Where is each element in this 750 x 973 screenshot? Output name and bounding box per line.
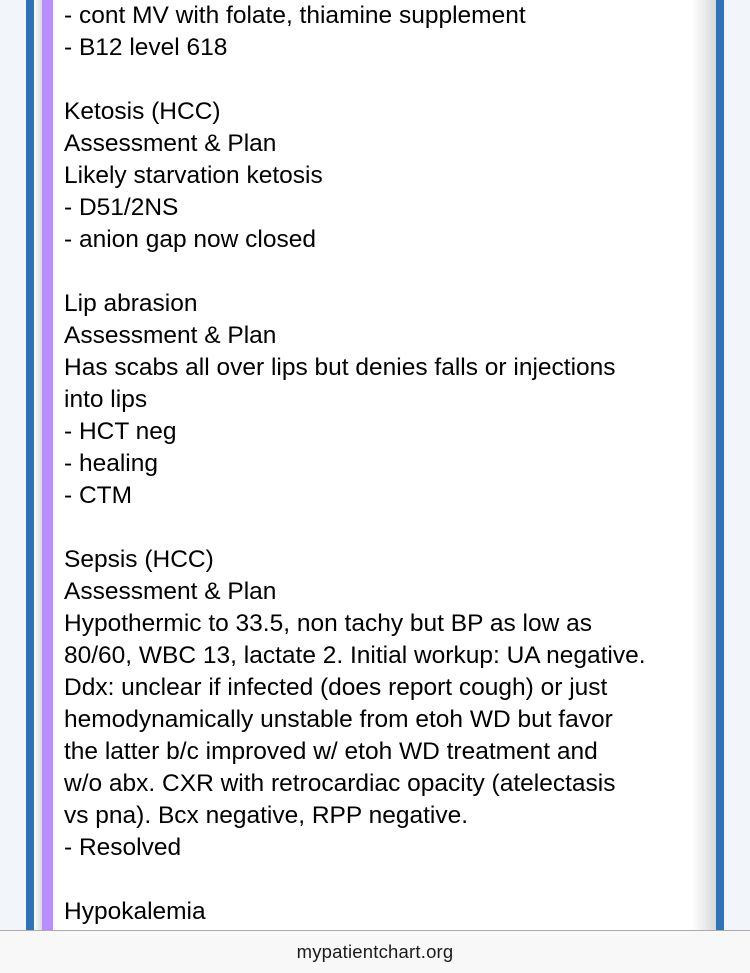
note-line: Ketosis (HCC)	[64, 98, 221, 125]
page-background-left	[0, 0, 26, 930]
note-content	[53, 0, 716, 930]
note-line: - Resolved	[64, 834, 182, 861]
right-blue-border	[716, 0, 724, 930]
note-line: into lips	[64, 386, 148, 413]
note-line: - B12 level 618	[64, 34, 228, 61]
note-line: Assessment & Plan	[64, 130, 277, 157]
note-line: - anion gap now closed	[64, 226, 316, 253]
safari-url-bar[interactable]	[0, 930, 750, 973]
note-line: Lip abrasion	[64, 290, 198, 317]
note-line: - cont MV with folate, thiamine supplement	[64, 2, 526, 29]
note-line: the latter b/c improved w/ etoh WD treatment and	[64, 738, 598, 765]
note-line: - healing	[64, 450, 158, 477]
left-page-edge-shadow	[34, 0, 42, 930]
note-line: vs pna). Bcx negative, RPP negative.	[64, 802, 469, 829]
note-line: w/o abx. CXR with retrocardiac opacity (atelectasis	[64, 770, 616, 797]
note-line: Ddx: unclear if infected (does report cough) or just	[64, 674, 608, 701]
note-line: Hypothermic to 33.5, non tachy but BP as low as	[64, 610, 592, 637]
note-line: 80/60, WBC 13, lactate 2. Initial workup: UA negative.	[64, 642, 646, 669]
note-line	[64, 64, 716, 96]
note-line: Sepsis (HCC)	[64, 546, 214, 573]
note-line	[64, 512, 716, 544]
note-line: - D51/2NS	[64, 194, 179, 221]
note-quote-bar	[42, 0, 53, 930]
url-text: mypatientchart.org	[296, 941, 454, 962]
note-line: Hypokalemia	[64, 898, 206, 925]
note-line: hemodynamically unstable from etoh WD but favor	[64, 706, 613, 733]
note-line: Assessment & Plan	[64, 322, 277, 349]
note-line: Assessment & Plan	[64, 578, 277, 605]
note-line: - CTM	[64, 482, 133, 509]
note-line	[64, 864, 716, 896]
note-line: Likely starvation ketosis	[64, 162, 323, 189]
note-line	[64, 256, 716, 288]
note-line: - HCT neg	[64, 418, 177, 445]
page-background-right	[724, 0, 750, 930]
note-line: Has scabs all over lips but denies falls or injections	[64, 354, 616, 381]
left-blue-border	[26, 0, 34, 930]
